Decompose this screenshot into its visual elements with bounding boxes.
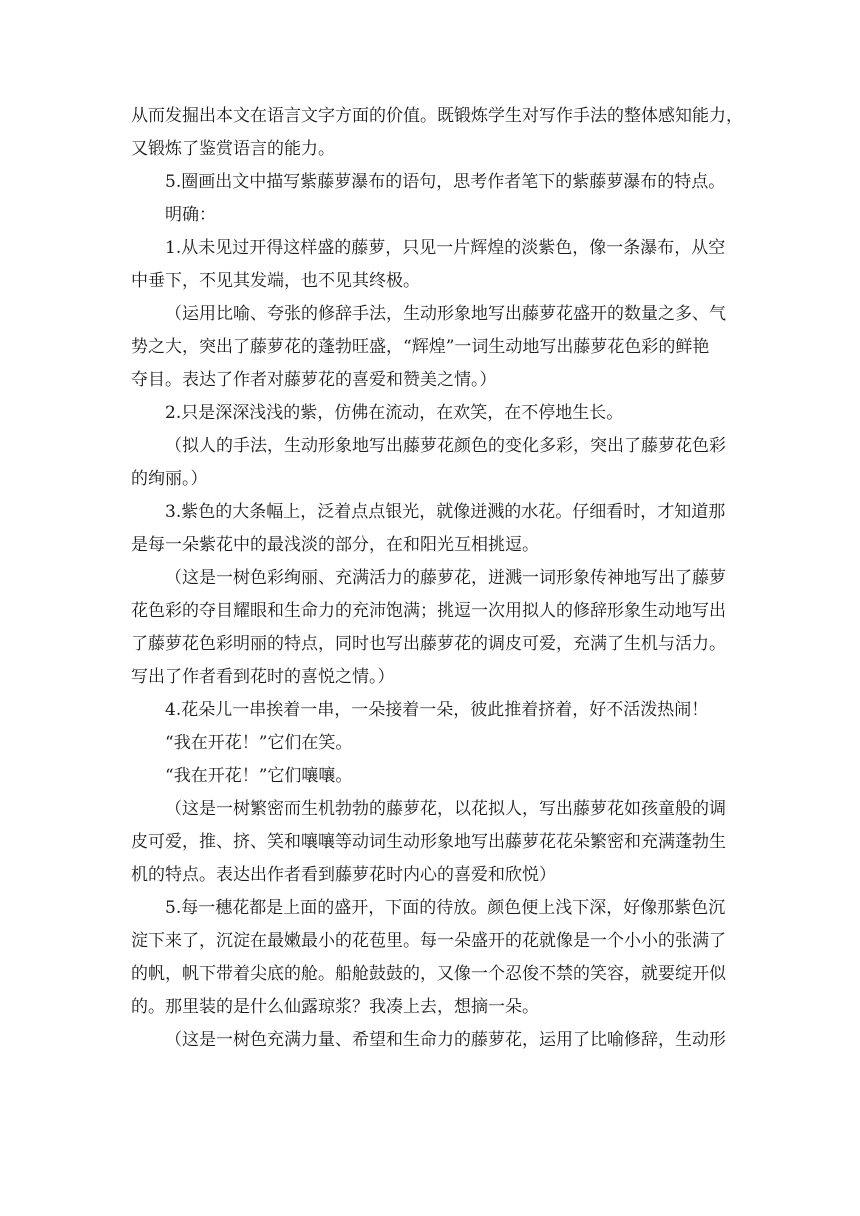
text-line: 的绚丽。） xyxy=(131,469,208,489)
text-line: 势之大，突出了藤萝花的蓬勃旺盛，“辉煌”一词生动地写出藤萝花色彩的鲜艳 xyxy=(131,337,710,357)
text-line: 是每一朵紫花中的最浅淡的部分，在和阳光互相挑逗。 xyxy=(131,535,539,555)
text-line: 又锻炼了鉴赏语言的能力。 xyxy=(131,139,335,159)
paragraph xyxy=(131,562,743,694)
text-line: 4.花朵儿一串挨着一串，一朵接着一朵，彼此推着挤着，好不活泼热闹！ xyxy=(165,700,709,720)
text-line: 3.紫色的大条幅上，泛着点点银光，就像迸溅的水花。仔细看时，才知道那 xyxy=(165,502,726,522)
text-line: 从而发掘出本文在语言文字方面的价值。既锻炼学生对写作手法的整体感知能力， xyxy=(131,106,743,126)
paragraph xyxy=(131,793,743,892)
text-line: 中垂下，不见其发端，也不见其终极。 xyxy=(131,271,420,291)
text-line: “我在开花！”它们嚷嚷。 xyxy=(165,766,353,786)
paragraph xyxy=(131,298,743,397)
text-line: 了藤萝花色彩明丽的特点，同时也写出藤萝花的调皮可爱，充满了生机与活力。 xyxy=(131,634,726,654)
text-line: （拟人的手法，生动形象地写出藤萝花颜色的变化多彩，突出了藤萝花色彩 xyxy=(165,436,726,456)
paragraph xyxy=(131,1024,743,1057)
paragraph xyxy=(131,727,743,760)
text-line: 明确： xyxy=(165,205,216,225)
paragraph xyxy=(131,397,743,430)
text-line: “我在开花！”它们在笑。 xyxy=(165,733,353,753)
text-line: 的。那里装的是什么仙露琼浆？我凑上去，想摘一朵。 xyxy=(131,997,539,1017)
text-line: 5.圈画出文中描写紫藤萝瀑布的语句，思考作者笔下的紫藤萝瀑布的特点。 xyxy=(165,172,726,192)
text-line: （运用比喻、夸张的修辞手法，生动形象地写出藤萝花盛开的数量之多、气 xyxy=(165,304,726,324)
text-line: 写出了作者看到花时的喜悦之情。） xyxy=(131,667,395,687)
text-line: 夺目。表达了作者对藤萝花的喜爱和赞美之情。） xyxy=(131,370,497,390)
paragraph xyxy=(131,166,743,199)
text-line: 淀下来了，沉淀在最嫩最小的花苞里。每一朵盛开的花就像是一个小小的张满了 xyxy=(131,931,726,951)
text-line: 皮可爱，推、挤、笑和嚷嚷等动词生动形象地写出藤萝花花朵繁密和充满蓬勃生 xyxy=(131,832,726,852)
text-line: 2.只是深深浅浅的紫，仿佛在流动，在欢笑，在不停地生长。 xyxy=(165,403,624,423)
text-line: 机的特点。表达出作者看到藤萝花时内心的喜爱和欣悦） xyxy=(131,865,556,885)
paragraph xyxy=(131,760,743,793)
paragraph xyxy=(131,199,743,232)
paragraph xyxy=(131,430,743,496)
paragraph xyxy=(131,100,743,166)
text-line: （这是一树色充满力量、希望和生命力的藤萝花，运用了比喻修辞，生动形 xyxy=(165,1030,726,1050)
text-line: （这是一树色彩绚丽、充满活力的藤萝花，迸溅一词形象传神地写出了藤萝 xyxy=(165,568,726,588)
document-body xyxy=(131,100,743,1057)
text-line: （这是一树繁密而生机勃勃的藤萝花，以花拟人，写出藤萝花如孩童般的调 xyxy=(165,799,726,819)
paragraph xyxy=(131,892,743,1024)
text-line: 5.每一穗花都是上面的盛开，下面的待放。颜色便上浅下深，好像那紫色沉 xyxy=(165,898,726,918)
paragraph xyxy=(131,496,743,562)
paragraph xyxy=(131,232,743,298)
paragraph xyxy=(131,694,743,727)
text-line: 的帆，帆下带着尖底的舱。船舱鼓鼓的，又像一个忍俊不禁的笑容，就要绽开似 xyxy=(131,964,726,984)
text-line: 花色彩的夺目耀眼和生命力的充沛饱满；挑逗一次用拟人的修辞形象生动地写出 xyxy=(131,601,726,621)
text-line: 1.从未见过开得这样盛的藤萝，只见一片辉煌的淡紫色，像一条瀑布，从空 xyxy=(165,238,726,258)
